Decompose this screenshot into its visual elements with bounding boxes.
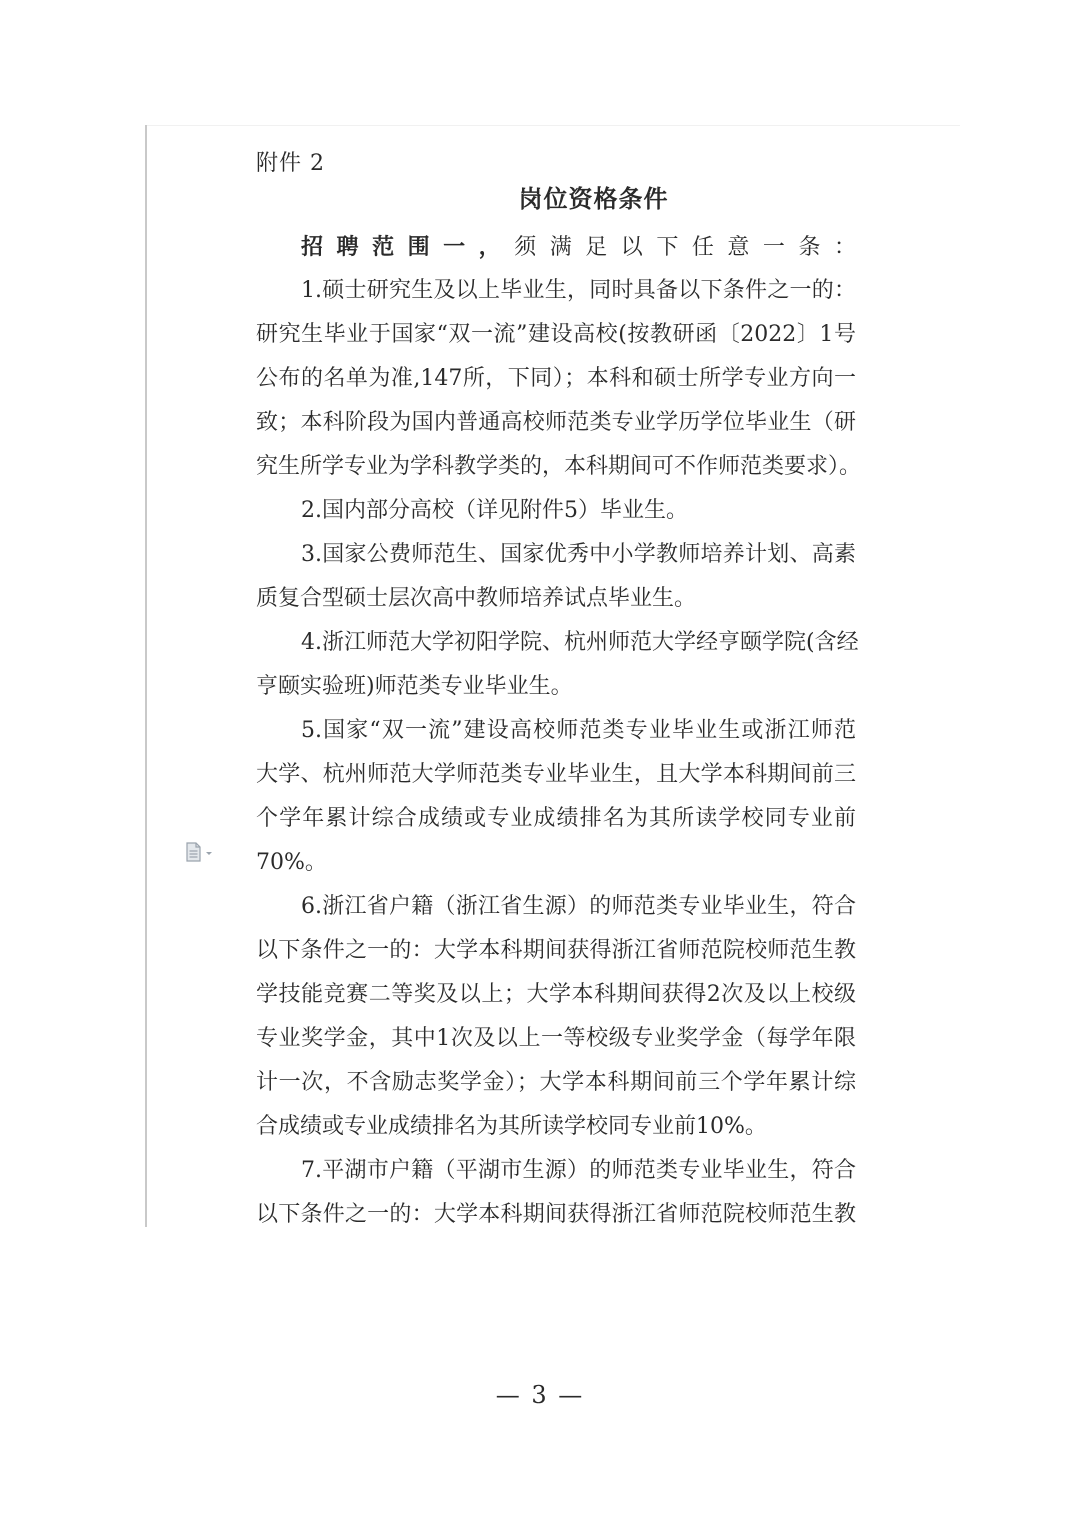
paragraph-line: 合成绩或专业成绩排名为其所读学校同专业前10%。 bbox=[256, 1114, 767, 1139]
page-left-edge bbox=[145, 125, 147, 1227]
paragraph-line: 质复合型硕士层次高中教师培养试点毕业生。 bbox=[256, 586, 697, 611]
paragraph-line: 2.国内部分高校（详见附件5）毕业生。 bbox=[301, 498, 688, 523]
paragraph-line: 大学、杭州师范大学师范类专业毕业生，且大学本科期间前三 bbox=[256, 762, 856, 787]
document-icon[interactable] bbox=[185, 842, 217, 862]
paragraph-line bbox=[256, 225, 856, 269]
paragraph-line: 5.国家“双一流”建设高校师范类专业毕业生或浙江师范 bbox=[301, 718, 856, 743]
paragraph-line: 究生所学专业为学科教学类的，本科期间可不作师范类要求）。 bbox=[256, 454, 862, 479]
paragraph-line: 70%。 bbox=[256, 850, 327, 875]
paragraph-line: 亨颐实验班)师范类专业毕业生。 bbox=[256, 674, 573, 699]
paragraph-line: 专业奖学金，其中1次及以上一等校级专业奖学金（每学年限 bbox=[256, 1026, 856, 1051]
line-text: 须满足以下任意一条： bbox=[514, 235, 856, 260]
paragraph-line: 研究生毕业于国家“双一流”建设高校(按教研函〔2022〕1号 bbox=[256, 322, 856, 347]
paragraph-line: 以下条件之一的：大学本科期间获得浙江省师范院校师范生教 bbox=[256, 938, 856, 963]
paragraph-line: 3.国家公费师范生、国家优秀中小学教师培养计划、高素 bbox=[301, 542, 856, 567]
attachment-label: 附件 2 bbox=[256, 151, 325, 176]
paragraph-line: 4.浙江师范大学初阳学院、杭州师范大学经亨颐学院(含经 bbox=[301, 630, 859, 655]
paragraph-line: 7.平湖市户籍（平湖市生源）的师范类专业毕业生，符合 bbox=[301, 1158, 856, 1183]
paragraph-line: 计一次，不含励志奖学金）；大学本科期间前三个学年累计综 bbox=[256, 1070, 856, 1095]
paragraph-line: 1.硕士研究生及以上毕业生，同时具备以下条件之一的： bbox=[301, 278, 856, 303]
paragraph-line: 以下条件之一的：大学本科期间获得浙江省师范院校师范生教 bbox=[256, 1202, 856, 1227]
page-top-edge bbox=[145, 125, 960, 126]
paragraph-line: 学技能竞赛二等奖及以上；大学本科期间获得2次及以上校级 bbox=[256, 982, 856, 1007]
scope-heading: 招聘范围一， bbox=[301, 234, 515, 260]
paragraph-line: 公布的名单为准,147所，下同）；本科和硕士所学专业方向一 bbox=[256, 366, 856, 391]
paragraph-line: 致；本科阶段为国内普通高校师范类专业学历学位毕业生（研 bbox=[256, 410, 856, 435]
document-body bbox=[256, 225, 862, 1237]
paragraph-line: 个学年累计综合成绩或专业成绩排名为其所读学校同专业前 bbox=[256, 806, 856, 831]
page-title: 岗位资格条件 bbox=[518, 184, 669, 213]
paragraph-line: 6.浙江省户籍（浙江省生源）的师范类专业毕业生，符合 bbox=[301, 894, 856, 919]
page-number: — 3 — bbox=[495, 1381, 585, 1409]
